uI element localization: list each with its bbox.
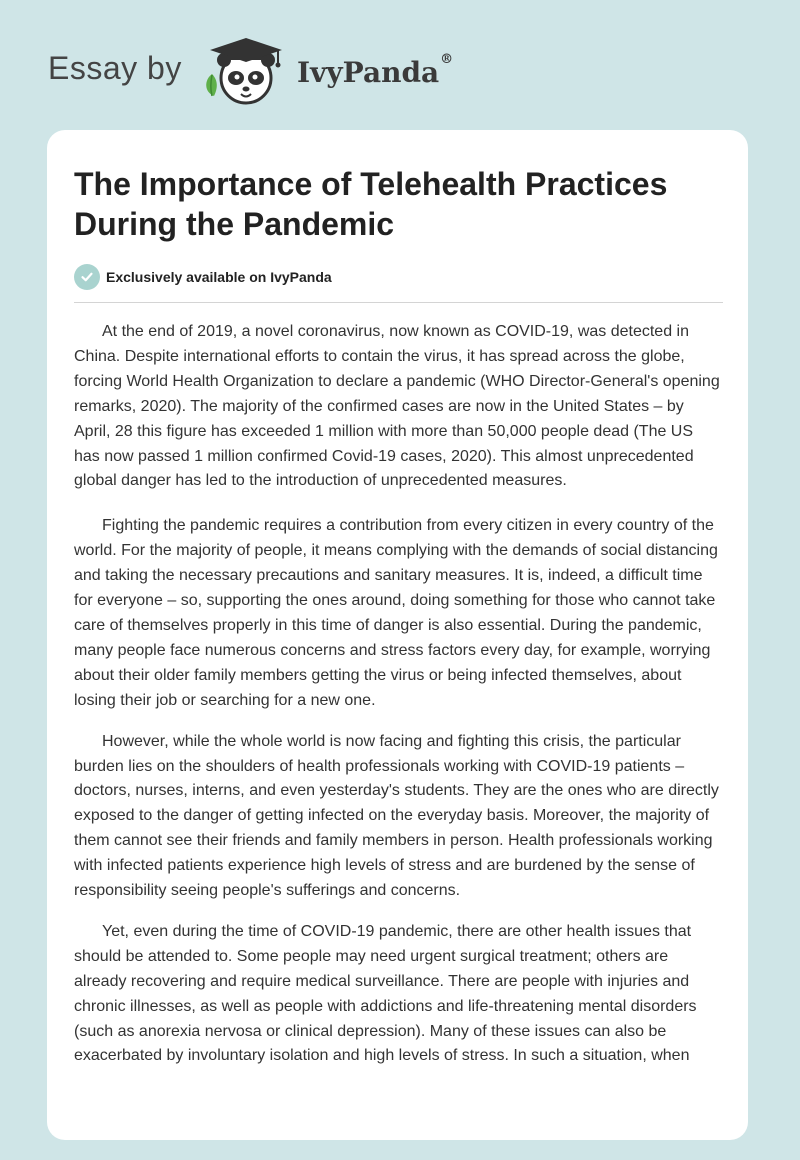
paragraph: At the end of 2019, a novel coronavirus, now known as COVID-19, was detected in China. Despite international efforts to contain the virus, it has spread across the globe, forcing World Health Organization to declare a pandemic (WHO Director-General's opening remarks, 2020). The majority of the confirmed cases are now in the United States – by April, 28 this figure has exceeded 1 million with more than 50,000 people dead (The US has now passed 1 million confirmed Covid-19 cases, 2020). This almost unprecedented global danger has led to the introduction of unprecedented measures.	[74, 323, 720, 490]
paragraph: However, while the whole world is now facing and fighting this crisis, the particular burden lies on the shoulders of health professionals working with COVID-19 patients – doctors, nurses, interns, and even yesterday's students. They are the ones who are directly exposed to the danger of getting infected on the everyday basis. Moreover, the majority of them cannot see their friends and family members in person. Health professionals working with infected patients experience high levels of stress and are burdened by the sense of responsibility seeing people's sufferings and concerns.	[74, 732, 719, 900]
page-title: The Importance of Telehealth Practices During the Pandemic	[74, 166, 668, 242]
site-header	[0, 0, 800, 120]
exclusive-badge	[74, 264, 332, 290]
registered-mark: ®	[440, 52, 454, 67]
essay-body	[74, 320, 723, 1085]
brand-name[interactable]	[297, 52, 454, 89]
paragraph: Fighting the pandemic requires a contribution from every citizen in every country of the world. For the majority of people, it means complying with the demands of social distancing and taking the necessary precautions and sanitary measures. It is, indeed, a difficult time for everyone – so, supporting the ones around, doing something for those who cannot take care of themselves properly in this time of danger is also essential. During the pandemic, many people face numerous concerns and stress factors every day, for example, worrying about their older family members getting the virus or being infected themselves, about losing their job or searching for a new one.	[74, 517, 718, 709]
divider	[74, 302, 723, 303]
exclusive-badge-label: Exclusively available on IvyPanda	[106, 269, 332, 285]
paragraph: Yet, even during the time of COVID-19 pandemic, there are other health issues that should be attended to. Some people may need urgent surgical treatment; others are already recovering and require medical surveillance. There are people with injuries and chronic illnesses, as well as people with addictions and life-threatening mental disorders (such as anorexia nervosa or clinical depression). Many of these issues can also be exacerbated by involuntary isolation and high levels of stress. In such a situation, when	[74, 922, 697, 1065]
checkmark-icon	[74, 264, 100, 290]
brand-name-text: IvyPanda	[297, 56, 440, 89]
ivypanda-logo-icon[interactable]	[198, 34, 294, 112]
essay-by-label: Essay by	[48, 50, 182, 86]
essay-card	[47, 130, 748, 1140]
